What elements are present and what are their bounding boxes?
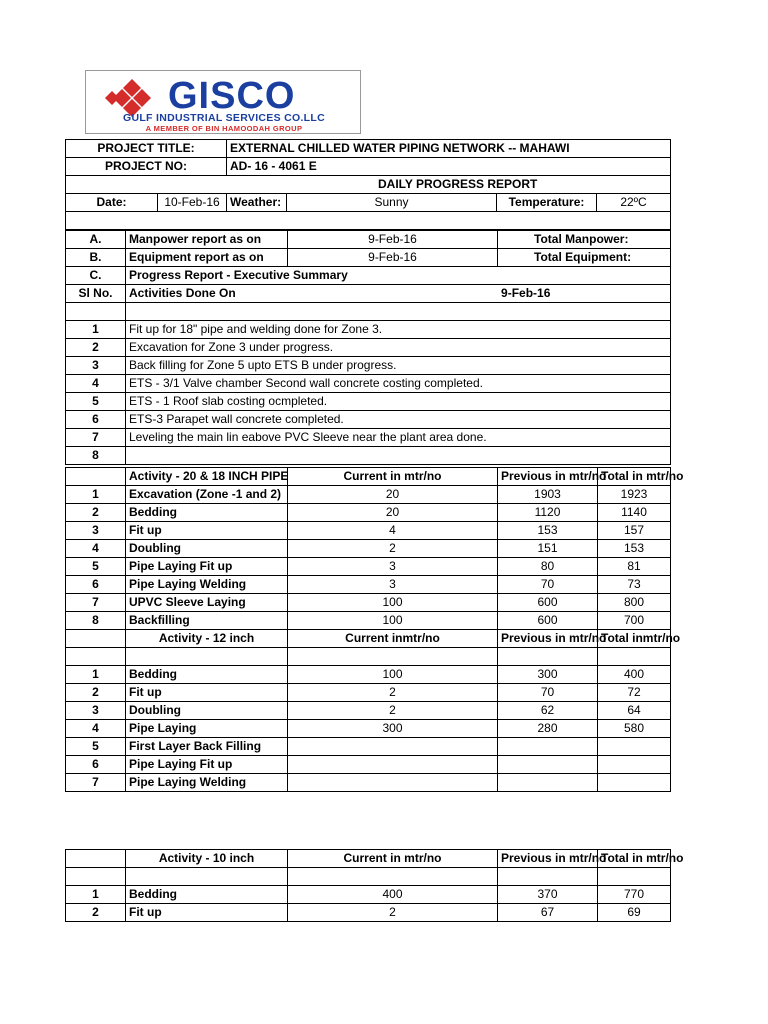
row-previous (498, 756, 598, 774)
row-current: 20 (288, 504, 498, 522)
row-no: 2 (66, 504, 126, 522)
project-no: AD- 16 - 4061 E (227, 158, 671, 176)
row-no: 7 (66, 774, 126, 792)
date-value: 10-Feb-16 (158, 194, 227, 212)
row-activity: Pipe Laying (126, 720, 288, 738)
summary-code: C. (66, 267, 126, 285)
row-total (598, 774, 671, 792)
activity-text: Excavation for Zone 3 under progress. (126, 339, 671, 357)
header-blank (66, 630, 126, 648)
spacer-cell (126, 303, 671, 321)
row-no: 3 (66, 522, 126, 540)
spacer-cell (598, 868, 671, 886)
col-current-header: Current in mtr/no (288, 850, 498, 868)
table-row (66, 558, 671, 576)
col-total-header: Total inmtr/no (598, 630, 671, 648)
summary-date: 9-Feb-16 (288, 231, 498, 249)
activities-header (126, 285, 671, 303)
date-label: Date: (66, 194, 158, 212)
row-no: 6 (66, 756, 126, 774)
spacer-row (66, 212, 671, 230)
row-previous: 300 (498, 666, 598, 684)
row-previous: 370 (498, 886, 598, 904)
table-row (66, 886, 671, 904)
row-previous (498, 774, 598, 792)
row-activity: Pipe Laying Welding (126, 576, 288, 594)
row-total: 1923 (598, 486, 671, 504)
summary-code: B. (66, 249, 126, 267)
table-row (66, 666, 671, 684)
project-no-label: PROJECT NO: (66, 158, 227, 176)
row-activity: Backfilling (126, 612, 288, 630)
company-logo (85, 70, 361, 134)
row-activity: Fit up (126, 684, 288, 702)
table-row (66, 594, 671, 612)
row-no: 4 (66, 540, 126, 558)
summary-table (65, 230, 671, 465)
header-table (65, 139, 671, 230)
row-current (288, 774, 498, 792)
col-previous-header: Previous in mtr/no (498, 468, 598, 486)
row-total (598, 738, 671, 756)
logo-group: A MEMBER OF BIN HAMOODAH GROUP (145, 124, 303, 133)
row-activity: First Layer Back Filling (126, 738, 288, 756)
spacer-cell (498, 648, 598, 666)
row-previous: 1903 (498, 486, 598, 504)
report-title: DAILY PROGRESS REPORT (66, 176, 671, 194)
row-current: 2 (288, 904, 498, 922)
spacer-cell (66, 648, 126, 666)
row-previous: 151 (498, 540, 598, 558)
row-activity: Bedding (126, 504, 288, 522)
row-current: 3 (288, 558, 498, 576)
activity-no: 7 (66, 429, 126, 447)
row-current: 100 (288, 666, 498, 684)
spacer-cell (126, 648, 288, 666)
row-no: 1 (66, 486, 126, 504)
row-total: 69 (598, 904, 671, 922)
activity-text: ETS-3 Parapet wall concrete completed. (126, 411, 671, 429)
summary-label: Progress Report - Executive Summary (126, 267, 671, 285)
col-total-header: Total in mtr/no (598, 850, 671, 868)
row-current: 100 (288, 612, 498, 630)
logo-company: GULF INDUSTRIAL SERVICES CO.LLC (122, 112, 325, 124)
summary-label: Equipment report as on (126, 249, 288, 267)
activity-text: ETS - 1 Roof slab costing ocmpleted. (126, 393, 671, 411)
row-previous: 153 (498, 522, 598, 540)
row-activity: Bedding (126, 666, 288, 684)
activity-no: 2 (66, 339, 126, 357)
pipe-20-table (65, 467, 684, 792)
table-row (66, 612, 671, 630)
table-row (66, 486, 671, 504)
row-previous: 280 (498, 720, 598, 738)
row-total: 73 (598, 576, 671, 594)
activities-sl-header: Sl No. (66, 285, 126, 303)
row-activity: Bedding (126, 886, 288, 904)
activity-no: 4 (66, 375, 126, 393)
row-activity: Pipe Laying Fit up (126, 558, 288, 576)
row-total: 64 (598, 702, 671, 720)
spacer-cell (498, 868, 598, 886)
table-row (66, 756, 671, 774)
row-total: 400 (598, 666, 671, 684)
row-no: 6 (66, 576, 126, 594)
row-current: 2 (288, 684, 498, 702)
row-no: 3 (66, 702, 126, 720)
row-no: 2 (66, 684, 126, 702)
row-current: 2 (288, 702, 498, 720)
row-activity: Doubling (126, 540, 288, 558)
spacer-cell (66, 868, 126, 886)
weather-label: Weather: (227, 194, 287, 212)
col-activity-header: Activity - 20 & 18 INCH PIPE (126, 468, 288, 486)
row-current: 20 (288, 486, 498, 504)
row-previous: 1120 (498, 504, 598, 522)
summary-total-label: Total Equipment: (498, 249, 671, 267)
row-current: 2 (288, 540, 498, 558)
row-current: 3 (288, 576, 498, 594)
row-previous: 70 (498, 576, 598, 594)
row-current: 100 (288, 594, 498, 612)
row-previous: 80 (498, 558, 598, 576)
row-total: 72 (598, 684, 671, 702)
activity-no: 8 (66, 447, 126, 465)
row-activity: Excavation (Zone -1 and 2) (126, 486, 288, 504)
row-no: 7 (66, 594, 126, 612)
table-row (66, 720, 671, 738)
row-previous: 70 (498, 684, 598, 702)
row-previous: 62 (498, 702, 598, 720)
table-row (66, 576, 671, 594)
row-no: 1 (66, 666, 126, 684)
temperature-label: Temperature: (497, 194, 597, 212)
activity-text: Leveling the main lin eabove PVC Sleeve near the plant area done. (126, 429, 671, 447)
row-current (288, 756, 498, 774)
row-current (288, 738, 498, 756)
row-no: 4 (66, 720, 126, 738)
row-total: 157 (598, 522, 671, 540)
header-blank (66, 468, 126, 486)
spacer-cell (126, 868, 288, 886)
activities-header-date: 9-Feb-16 (501, 286, 551, 300)
row-previous: 600 (498, 612, 598, 630)
col-previous-header: Previous in mtr/no (498, 630, 598, 648)
weather-value: Sunny (287, 194, 497, 212)
header-blank (66, 850, 126, 868)
row-previous: 67 (498, 904, 598, 922)
col-current-header: Current inmtr/no (288, 630, 498, 648)
row-total: 81 (598, 558, 671, 576)
row-current: 4 (288, 522, 498, 540)
row-total: 580 (598, 720, 671, 738)
temperature-value: 22ºC (597, 194, 671, 212)
table-row (66, 702, 671, 720)
activity-text: Fit up for 18" pipe and welding done for Zone 3. (126, 321, 671, 339)
col-previous-header: Previous in mtr/no (498, 850, 598, 868)
col-total-header: Total in mtr/no (598, 468, 671, 486)
logo-name: GISCO (168, 75, 296, 117)
spacer-cell (66, 303, 126, 321)
activity-no: 6 (66, 411, 126, 429)
activity-no: 3 (66, 357, 126, 375)
row-no: 5 (66, 558, 126, 576)
project-title-label: PROJECT TITLE: (66, 140, 227, 158)
table-row (66, 738, 671, 756)
row-no: 5 (66, 738, 126, 756)
row-current: 300 (288, 720, 498, 738)
summary-code: A. (66, 231, 126, 249)
row-activity: Pipe Laying Fit up (126, 756, 288, 774)
project-title: EXTERNAL CHILLED WATER PIPING NETWORK -- MAHAWI (227, 140, 671, 158)
row-no: 2 (66, 904, 126, 922)
row-activity: Fit up (126, 904, 288, 922)
activity-text (126, 447, 671, 465)
activity-text: ETS - 3/1 Valve chamber Second wall concrete costing completed. (126, 375, 671, 393)
row-activity: Fit up (126, 522, 288, 540)
table-row (66, 522, 671, 540)
row-activity: UPVC Sleeve Laying (126, 594, 288, 612)
col-activity-header: Activity - 10 inch (126, 850, 288, 868)
spacer-cell (598, 648, 671, 666)
row-no: 8 (66, 612, 126, 630)
col-current-header: Current in mtr/no (288, 468, 498, 486)
row-activity: Doubling (126, 702, 288, 720)
spacer-cell (288, 648, 498, 666)
row-current: 400 (288, 886, 498, 904)
pipe-10-table (65, 849, 684, 922)
row-previous (498, 738, 598, 756)
row-total: 700 (598, 612, 671, 630)
table-row (66, 904, 671, 922)
table-row (66, 684, 671, 702)
table-row (66, 774, 671, 792)
row-activity: Pipe Laying Welding (126, 774, 288, 792)
col-activity-header: Activity - 12 inch (126, 630, 288, 648)
row-previous: 600 (498, 594, 598, 612)
row-total: 153 (598, 540, 671, 558)
summary-total-label: Total Manpower: (498, 231, 671, 249)
table-row (66, 540, 671, 558)
row-total (598, 756, 671, 774)
summary-date: 9-Feb-16 (288, 249, 498, 267)
row-total: 770 (598, 886, 671, 904)
row-total: 1140 (598, 504, 671, 522)
activities-header-label: Activities Done On (129, 286, 236, 300)
activity-no: 5 (66, 393, 126, 411)
table-row (66, 504, 671, 522)
summary-label: Manpower report as on (126, 231, 288, 249)
row-total: 800 (598, 594, 671, 612)
row-no: 1 (66, 886, 126, 904)
activity-text: Back filling for Zone 5 upto ETS B under progress. (126, 357, 671, 375)
spacer-cell (288, 868, 498, 886)
activity-no: 1 (66, 321, 126, 339)
